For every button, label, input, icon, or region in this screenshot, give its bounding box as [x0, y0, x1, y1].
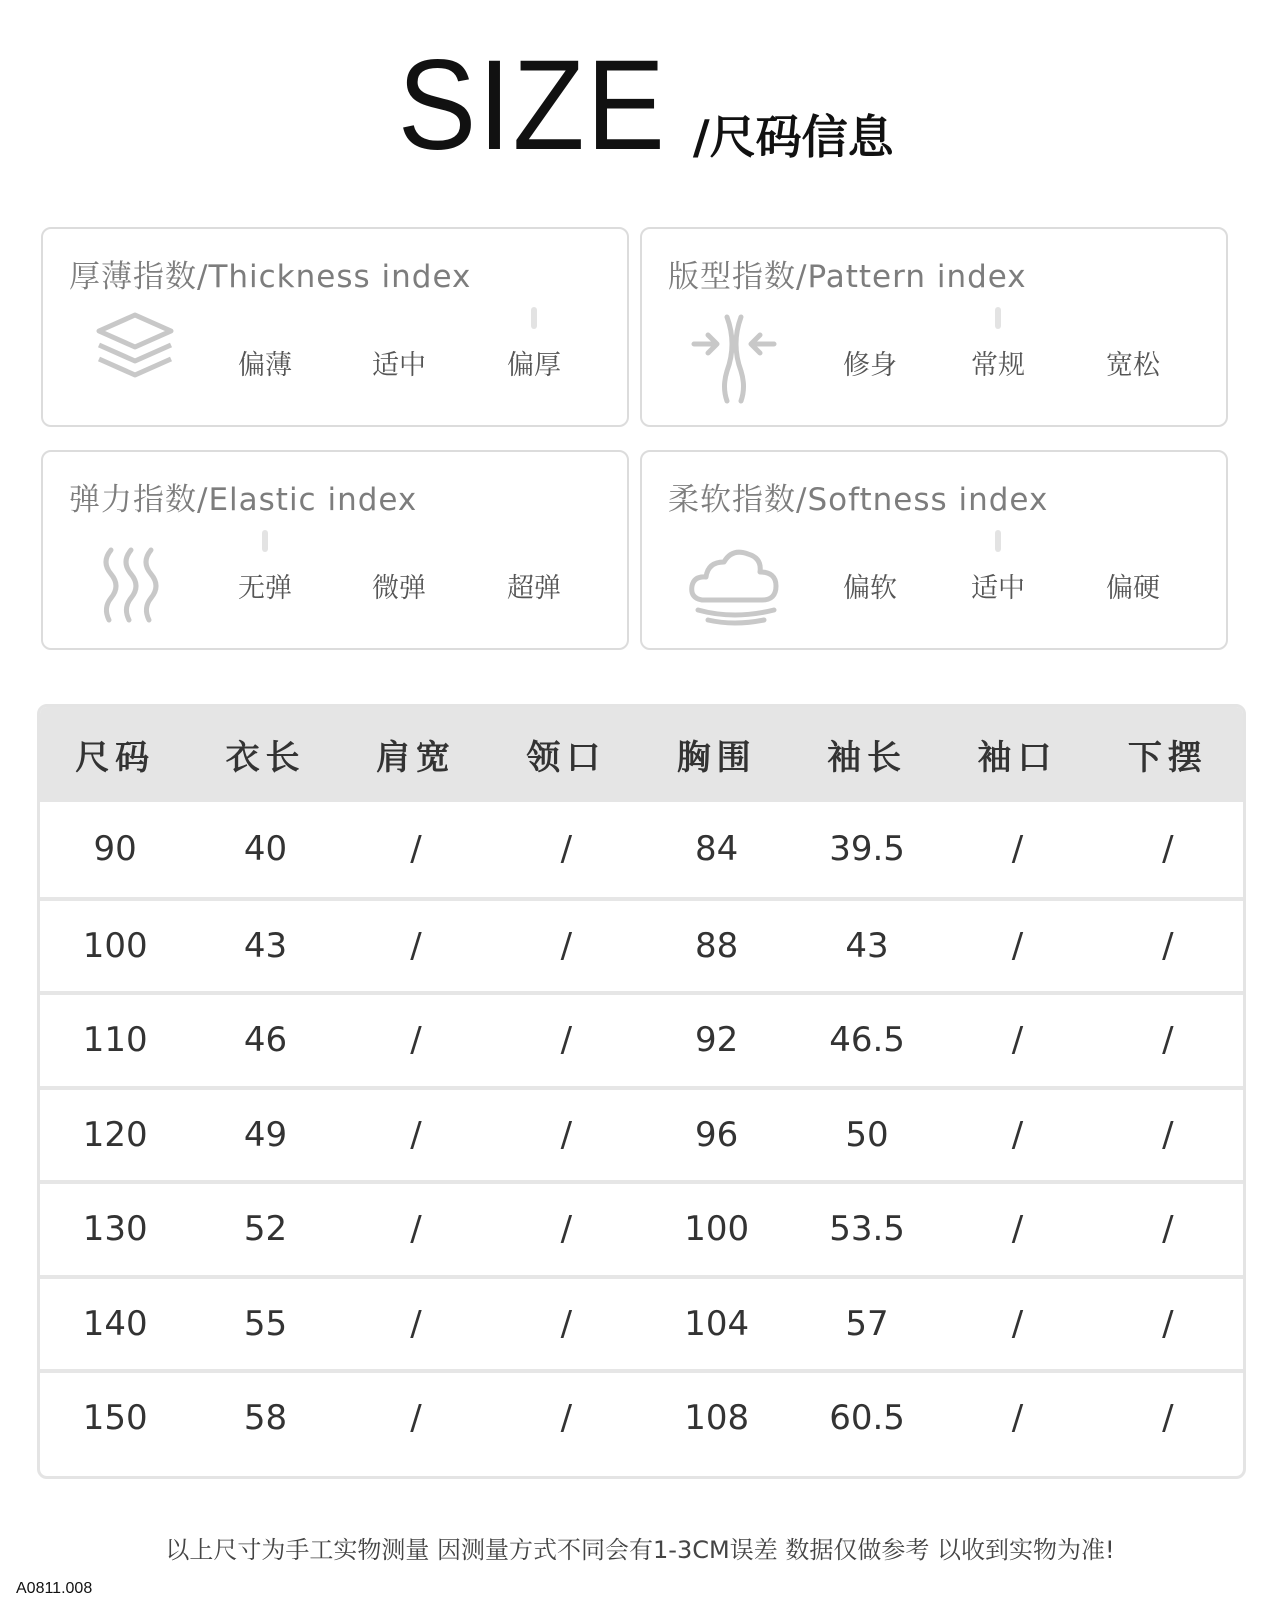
thickness-index-card: [41, 227, 629, 427]
table-cell: /: [1162, 1209, 1174, 1250]
card-title: 版型指数/Pattern index: [668, 259, 1027, 295]
table-row: [40, 802, 1243, 897]
selection-marker: [262, 530, 268, 552]
table-cell: /: [410, 1209, 422, 1250]
header-cell: 尺码: [75, 738, 156, 778]
table-cell: /: [1011, 829, 1024, 870]
header-cell: 袖口: [977, 738, 1058, 778]
table-cell: 110: [82, 1020, 148, 1061]
table-cell: /: [1162, 829, 1174, 870]
option-label: 超弹: [507, 573, 561, 604]
table-row: [40, 1180, 1243, 1275]
cloud-icon: [684, 530, 784, 630]
table-cell: 46.5: [829, 1020, 905, 1061]
table-cell: 100: [684, 1209, 750, 1250]
table-cell: 40: [243, 829, 288, 870]
header-cell: 肩宽: [375, 738, 456, 778]
option-label: 偏薄: [238, 350, 292, 381]
table-cell: 90: [93, 829, 137, 870]
table-cell: /: [410, 1398, 422, 1439]
selection-marker: [531, 307, 537, 329]
option-label: 无弹: [238, 573, 292, 604]
product-code: A0811.008: [16, 1580, 93, 1597]
table-cell: 58: [243, 1398, 288, 1439]
measurement-footnote: 以上尺寸为手工实物测量 因测量方式不同会有1-3CM误差 数据仅做参考 以收到实物为准!: [165, 1536, 1115, 1564]
card-title: 厚薄指数/Thickness index: [69, 259, 472, 295]
table-cell: /: [1162, 1114, 1174, 1155]
selection-marker: [995, 307, 1001, 329]
table-cell: 84: [695, 829, 739, 870]
table-cell: /: [560, 1114, 573, 1155]
table-cell: 43: [243, 925, 288, 966]
elastic-index-card: [41, 450, 629, 650]
table-cell: /: [560, 829, 573, 870]
option-label: 修身: [843, 350, 897, 381]
table-cell: /: [1011, 1020, 1024, 1061]
table-cell: /: [560, 925, 573, 966]
softness-index-card: [640, 450, 1228, 650]
table-cell: /: [1162, 1020, 1174, 1061]
table-cell: 104: [684, 1303, 750, 1344]
table-cell: 88: [695, 925, 739, 966]
table-row: [40, 1086, 1243, 1181]
table-cell: 150: [82, 1398, 148, 1439]
table-cell: /: [1011, 1303, 1024, 1344]
option-label: 常规: [971, 350, 1025, 381]
table-cell: /: [560, 1209, 573, 1250]
layers-icon: [85, 307, 185, 407]
pattern-index-card: [640, 227, 1228, 427]
table-cell: 57: [845, 1303, 889, 1344]
header-cell: 袖长: [827, 738, 908, 778]
table-cell: /: [410, 925, 422, 966]
table-cell: /: [410, 1114, 422, 1155]
table-body: [40, 802, 1243, 1464]
table-cell: /: [1162, 1398, 1174, 1439]
table-header: [40, 707, 1243, 802]
option-label: 偏硬: [1106, 573, 1160, 604]
table-cell: /: [410, 829, 422, 870]
page-title: [0, 30, 1280, 177]
table-cell: 130: [82, 1209, 148, 1250]
table-cell: /: [1011, 925, 1024, 966]
table-cell: /: [410, 1020, 422, 1061]
table-cell: /: [410, 1303, 422, 1344]
table-cell: /: [1011, 1114, 1024, 1155]
table-cell: 55: [243, 1303, 288, 1344]
table-row: [40, 1369, 1243, 1464]
table-cell: /: [1162, 925, 1174, 966]
title-main: SIZE: [398, 34, 668, 177]
card-title: 弹力指数/Elastic index: [69, 482, 418, 518]
option-label: 适中: [372, 350, 426, 381]
table-cell: /: [1011, 1398, 1024, 1439]
table-cell: 100: [82, 925, 148, 966]
option-label: 偏软: [843, 573, 897, 604]
selection-marker: [995, 530, 1001, 552]
header-cell: 衣长: [225, 738, 306, 778]
option-label: 偏厚: [507, 350, 561, 381]
table-cell: 92: [695, 1020, 739, 1061]
table-cell: 39.5: [829, 829, 905, 870]
card-title: 柔软指数/Softness index: [668, 482, 1049, 518]
table-cell: 43: [845, 925, 889, 966]
table-cell: /: [560, 1020, 573, 1061]
fit-arrows-icon: [684, 307, 784, 407]
title-subtitle: /尺码信息: [692, 110, 894, 164]
table-cell: 60.5: [829, 1398, 905, 1439]
option-label: 宽松: [1106, 350, 1160, 381]
size-table: [37, 704, 1246, 1479]
table-cell: 46: [243, 1020, 288, 1061]
table-cell: 49: [243, 1114, 288, 1155]
option-label: 微弹: [372, 573, 426, 604]
table-cell: 140: [82, 1303, 148, 1344]
table-cell: /: [560, 1398, 573, 1439]
table-cell: 108: [684, 1398, 750, 1439]
table-cell: 120: [82, 1114, 148, 1155]
header-cell: 胸围: [676, 738, 757, 778]
table-row: [40, 991, 1243, 1086]
table-cell: 50: [845, 1114, 889, 1155]
elastic-waves-icon: [85, 530, 185, 630]
table-cell: /: [560, 1303, 573, 1344]
table-cell: 52: [243, 1209, 288, 1250]
table-cell: /: [1011, 1209, 1024, 1250]
table-cell: /: [1162, 1303, 1174, 1344]
header-cell: 下摆: [1127, 738, 1208, 778]
table-cell: 53.5: [829, 1209, 905, 1250]
table-row: [40, 1275, 1243, 1370]
header-cell: 领口: [526, 738, 607, 778]
table-row: [40, 897, 1243, 992]
table-cell: 96: [695, 1114, 739, 1155]
option-label: 适中: [971, 573, 1025, 604]
